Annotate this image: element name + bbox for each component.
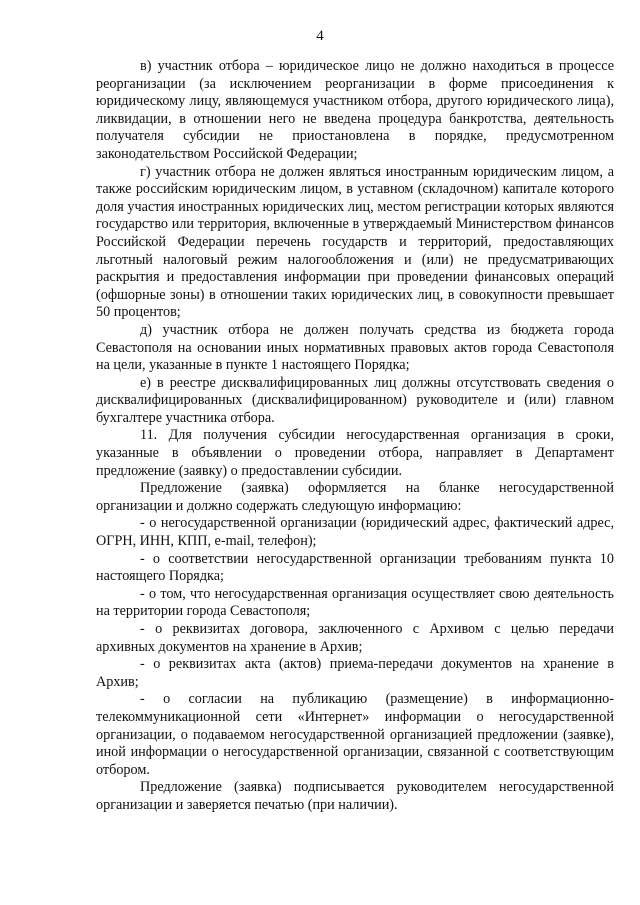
paragraph-g: г) участник отбора не должен являться иностранным юридическим лицом, а также российским юридическим лицом, в уставном (складочном) капитале которого доля участия иностранных юридических лиц, местом регистрации которых являются государство или территория, включенные в утверждаемый Министерством финансов Российской Федерации перечень государств и территорий, предоставляющих льготный налоговый режим налогообложения и (или) не предусматривающих раскрытия и предоставления информации при проведении финансовых операций (офшорные зоны) в отношении таких юридических лиц, в совокупности превышает 50 процентов; [96, 163, 614, 321]
paragraph-application-content: Предложение (заявка) оформляется на бланке негосударственной организации и должно содержать следующую информацию: [96, 480, 614, 514]
paragraph-11: 11. Для получения субсидии негосударственная организация в сроки, указанные в объявлении о проведении отбора, направляет в Департамент предложение (заявку) о предоставлении субсидии. [96, 427, 614, 479]
document-body [96, 58, 614, 815]
list-item-contract-details: - о реквизитах договора, заключенного с Архивом с целью передачи архивных документов на хранение в Архив; [96, 621, 614, 655]
paragraph-e: е) в реестре дисквалифицированных лиц должны отсутствовать сведения о дисквалифицированных (дисквалифицированном) руководителе и (или) главном бухгалтере участника отбора. [96, 374, 614, 426]
list-item-transfer-act: - о реквизитах акта (актов) приема-передачи документов на хранение в Архив; [96, 656, 614, 690]
paragraph-v: в) участник отбора – юридическое лицо не должно находиться в процессе реорганизации (за исключением реорганизации в форме присоединения к юридическому лицу, являющемуся участником отбора, другого юридического лица), ликвидации, в отношении него не введена процедура банкротства, деятельность получателя субсидии не приостановлена в порядке, предусмотренном законодательством Российской Федерации; [96, 58, 614, 162]
list-item-requirements-compliance: - о соответствии негосударственной организации требованиям пункта 10 настоящего Порядка; [96, 550, 614, 585]
paragraph-d: д) участник отбора не должен получать средства из бюджета города Севастополя на основании иных нормативных правовых актов города Севастополя на цели, указанные в пункте 1 настоящего Порядка; [96, 321, 614, 374]
list-item-publication-consent: - о согласии на публикацию (размещение) в информационно-телекоммуникационной сети «Интернет» информации о негосударственной организации, о подаваемом негосударственной организацией предложении (заявке), иной информации о негосударственной организации, связанной с соответствующим отбором. [96, 691, 614, 778]
list-item-organization-info: - о негосударственной организации (юридический адрес, фактический адрес, ОГРН, ИНН, КПП, e-mail, телефон); [96, 515, 614, 550]
paragraph-signature: Предложение (заявка) подписывается руководителем негосударственной организации и заверяется печатью (при наличии). [96, 779, 614, 813]
page-number: 4 [316, 28, 324, 44]
list-item-territory: - о том, что негосударственная организация осуществляет свою деятельность на территории города Севастополя; [96, 585, 614, 620]
